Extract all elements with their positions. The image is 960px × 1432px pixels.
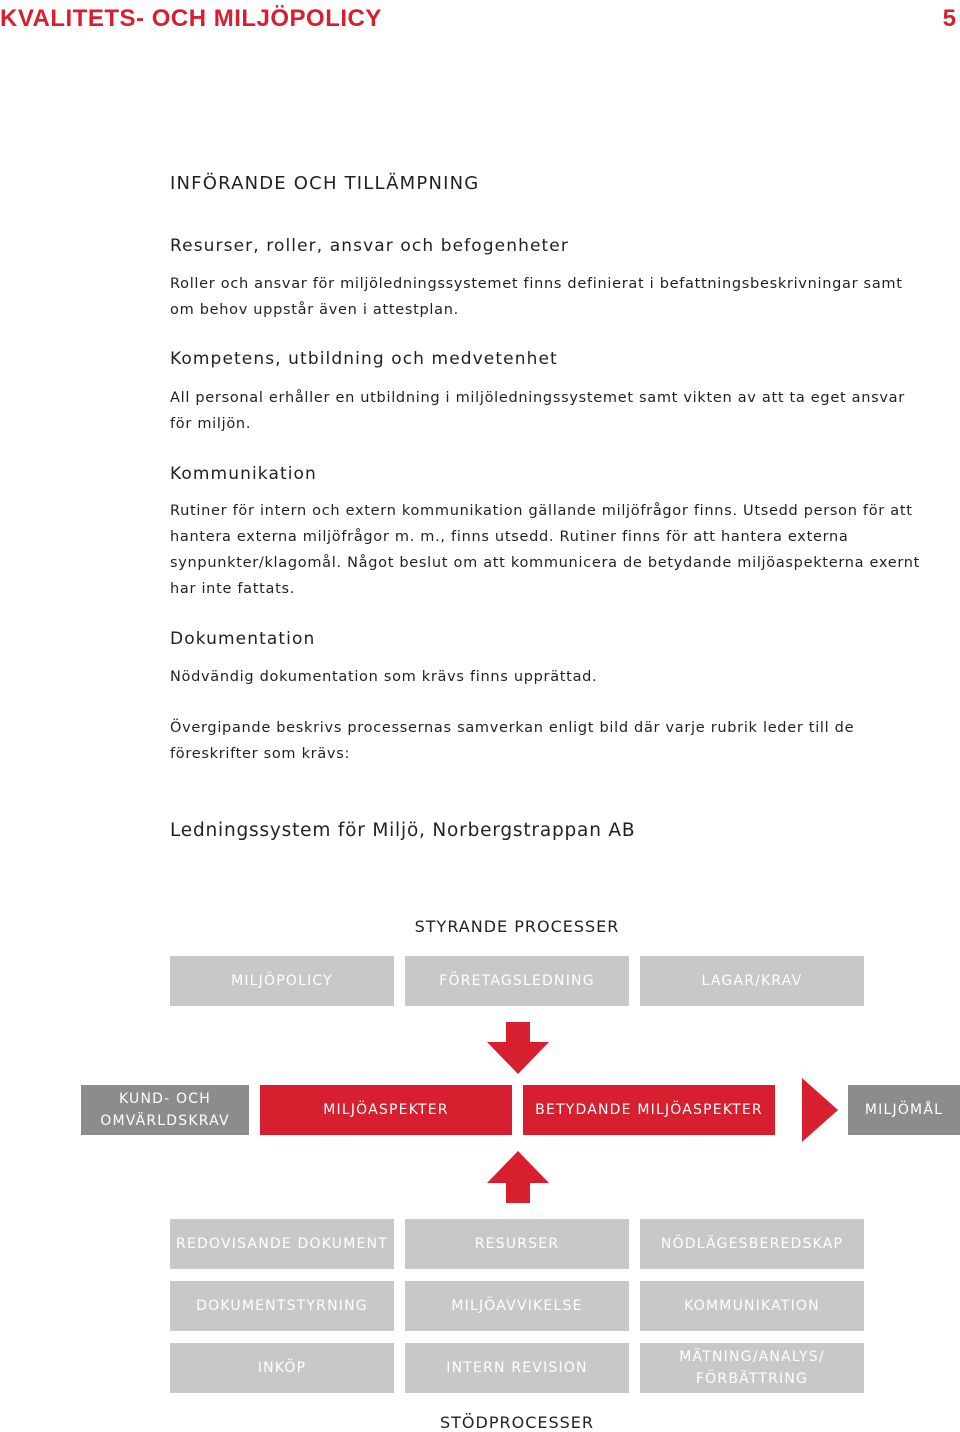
support-processes-label: STÖDPROCESSER — [439, 1413, 595, 1432]
process-box-dokumentstyrning: DOKUMENTSTYRNING — [170, 1281, 394, 1331]
arrow-right — [802, 1078, 838, 1142]
arrow-up-bottom — [487, 1151, 549, 1203]
process-box-miljoavvikelse: MILJÖAVVIKELSE — [405, 1281, 629, 1331]
subsection-title-dokumentation: Dokumentation — [170, 629, 316, 649]
process-box-betydande-miljoaspekter: BETYDANDE MILJÖASPEKTER — [523, 1085, 775, 1135]
subsection-title-kompetens: Kompetens, utbildning och medvetenhet — [170, 349, 558, 369]
process-box-kund-omvarldskrav: KUND- OCH OMVÄRLDSKRAV — [81, 1085, 249, 1135]
process-box-lagar-krav: LAGAR/KRAV — [640, 956, 864, 1006]
overview-paragraph: Övergipande beskrivs processernas samverkan enligt bild där varje rubrik leder till de föreskrifter som krävs: — [170, 720, 855, 762]
subsection-body-dokumentation: Nödvändig dokumentation som krävs finns upprättad. — [170, 669, 598, 685]
process-box-miljopolicy: MILJÖPOLICY — [170, 956, 394, 1006]
process-box-miljoaspekter: MILJÖASPEKTER — [260, 1085, 512, 1135]
process-box-kommunikation: KOMMUNIKATION — [640, 1281, 864, 1331]
process-box-miljomal: MILJÖMÅL — [848, 1085, 960, 1135]
process-box-intern-revision: INTERN REVISION — [405, 1343, 629, 1393]
subsection-title-resurser: Resurser, roller, ansvar och befogenheter — [170, 236, 569, 256]
process-box-resurser: RESURSER — [405, 1219, 629, 1269]
document-header-title: KVALITETS- OCH MILJÖPOLICY — [0, 5, 382, 32]
process-box-redovisande-dokument: REDOVISANDE DOKUMENT — [170, 1219, 394, 1269]
page-number: 5 — [942, 5, 956, 32]
governing-processes-label: STYRANDE PROCESSER — [414, 917, 620, 936]
process-box-matning-analys-forbattring: MÄTNING/ANALYS/ FÖRBÄTTRING — [640, 1343, 864, 1393]
section-heading: INFÖRANDE OCH TILLÄMPNING — [170, 173, 480, 194]
subsection-title-kommunikation: Kommunikation — [170, 464, 317, 484]
arrow-down-top — [487, 1022, 549, 1074]
subsection-body-resurser: Roller och ansvar för miljöledningssystemet finns definierat i befattningsbeskrivningar samt om behov uppstår även i attestplan. — [170, 276, 903, 318]
subsection-body-kommunikation: Rutiner för intern och extern kommunikation gällande miljöfrågor finns. Utsedd person för att hantera externa miljöfrågor m. m., finns utsedd. Rutiner finns för att hantera externa synpunkter/klagomål. Något beslut om att kommunicera de betydande miljöaspekterna exernt har inte fattats. — [170, 503, 921, 597]
process-box-foretagsledning: FÖRETAGSLEDNING — [405, 956, 629, 1006]
diagram-title: Ledningssystem för Miljö, Norbergstrappan AB — [170, 820, 636, 841]
process-box-inkop: INKÖP — [170, 1343, 394, 1393]
subsection-body-kompetens: All personal erhåller en utbildning i miljöledningssystemet samt vikten av att ta eget ansvar för miljön. — [170, 390, 905, 432]
process-box-nodlagesberedskap: NÖDLÄGESBEREDSKAP — [640, 1219, 864, 1269]
